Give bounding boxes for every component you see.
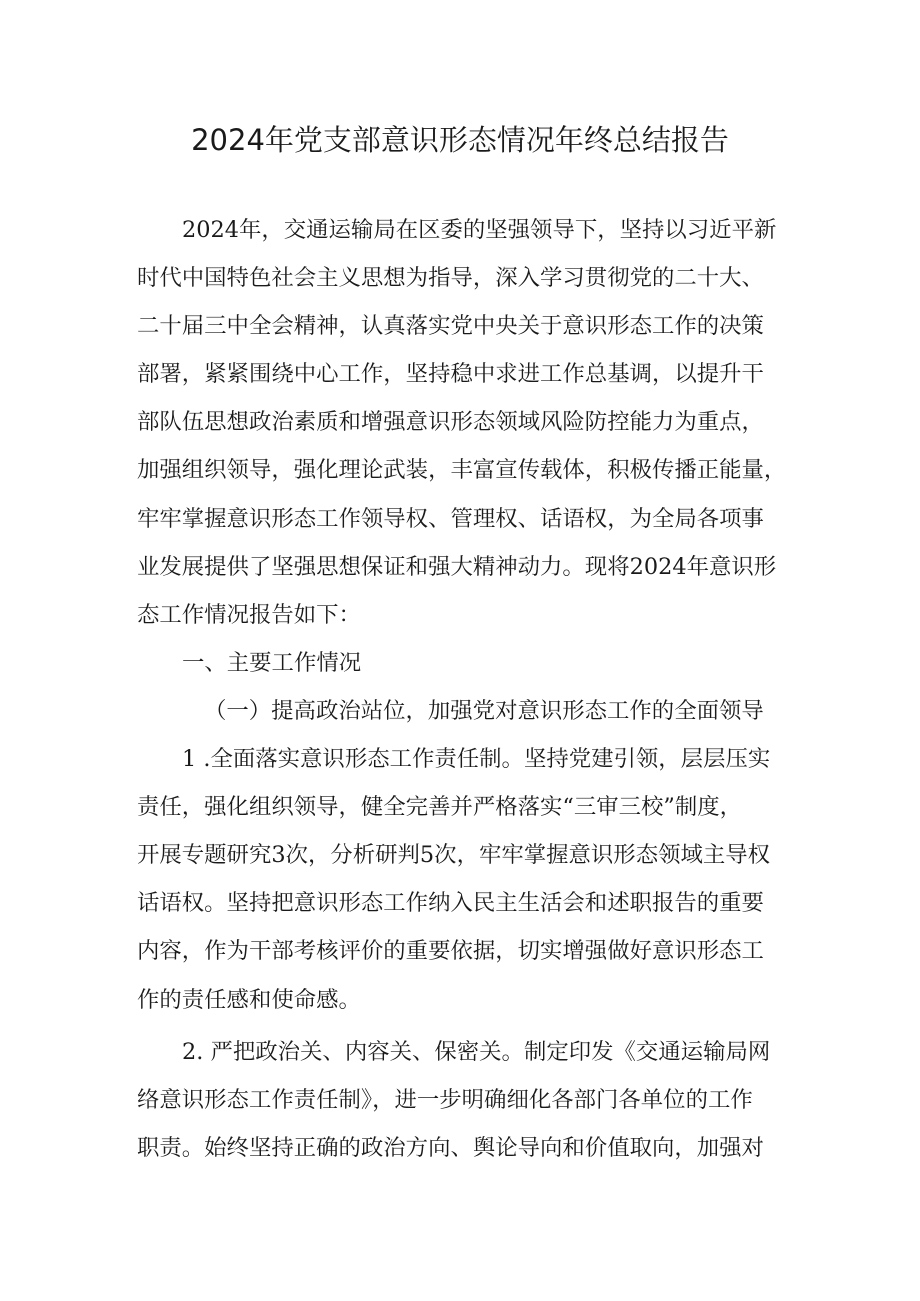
text-line: 内容，作为干部考核评价的重要依据，切实增强做好意识形态工: [137, 938, 764, 965]
text-line: 1 .全面落实意识形态工作责任制。坚持党建引领，层层压实: [182, 746, 771, 773]
text-line: 牢牢掌握意识形态工作领导权、管理权、话语权，为全局各项事: [137, 505, 764, 532]
text-line: 部队伍思想政治素质和增强意识形态领域风险防控能力为重点，: [137, 409, 764, 436]
text-line: 一、主要工作情况: [182, 649, 362, 676]
section-heading: [137, 639, 797, 687]
subsection-heading: [137, 687, 797, 735]
text-line: 作的责任感和使命感。: [137, 986, 361, 1013]
document-title: 2024年党支部意识形态情况年终总结报告: [191, 123, 729, 157]
paragraph-intro: [137, 206, 797, 639]
text-line: 职责。始终坚持正确的政治方向、舆论导向和价值取向，加强对: [137, 1134, 764, 1161]
text-line: 时代中国特色社会主义思想为指导，深入学习贯彻党的二十大、: [137, 265, 764, 292]
text-line: 络意识形态工作责任制》，进一步明确细化各部门各单位的工作: [137, 1086, 753, 1113]
text-line: 业发展提供了坚强思想保证和强大精神动力。现将2024年意识形: [137, 553, 777, 580]
text-line: 二十届三中全会精神，认真落实党中央关于意识形态工作的决策: [137, 313, 764, 340]
text-line: 话语权。坚持把意识形态工作纳入民主生活会和述职报告的重要: [137, 890, 764, 917]
text-line: 态工作情况报告如下：: [137, 601, 361, 628]
text-line: 2024年，交通运输局在区委的坚强领导下，坚持以习近平新: [182, 217, 777, 243]
paragraph-item-2: [137, 1028, 797, 1172]
text-line: 2. 严把政治关、内容关、保密关。制定印发《交通运输局网: [182, 1038, 771, 1065]
text-line: 责任，强化组织领导，健全完善并严格落实“三审三校”制度，: [137, 794, 743, 821]
document-body: [137, 206, 797, 1172]
text-line: （一）提高政治站位，加强党对意识形态工作的全面领导: [204, 697, 764, 724]
paragraph-item-1: [137, 735, 797, 1024]
text-line: 开展专题研究3次，分析研判5次，牢牢掌握意识形态领域主导权: [137, 842, 771, 869]
text-line: 加强组织领导，强化理论武装，丰富宣传载体，积极传播正能量，: [137, 457, 787, 484]
text-line: 部署，紧紧围绕中心工作，坚持稳中求进工作总基调，以提升干: [137, 361, 764, 388]
